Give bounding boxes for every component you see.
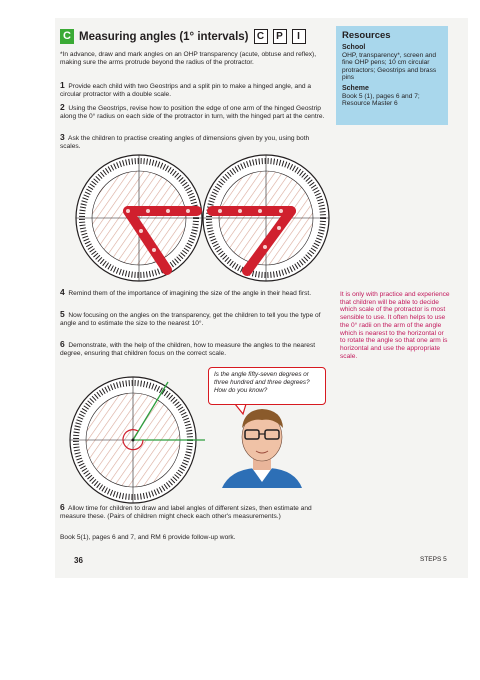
- step-5: 5 Now focusing on the angles on the transparency, get the children to tell you the type of angle and to estimate the size to the nearest 10°.: [60, 309, 321, 327]
- series-label: STEPS 5: [420, 556, 447, 563]
- step-6: 6 Demonstrate, with the help of the children, how to measure the angles to the nearest degree, ensuring that children focus on the correct scale.: [60, 339, 316, 357]
- school-heading: School: [342, 44, 366, 51]
- resources-box: [336, 26, 448, 125]
- speech-bubble: Is the angle fifty-seven degrees or three hundred and three degrees? How do you know?: [208, 367, 326, 405]
- step-6-second: 6 Allow time for children to draw and label angles of different sizes, then estimate and measure these. (Pairs of children might check each other's measurements.): [60, 502, 312, 520]
- resources-title: Resources: [342, 30, 391, 41]
- followup-text: Book 5(1), pages 6 and 7, and RM 6 provide follow-up work.: [60, 534, 236, 541]
- protractor-demo: [70, 377, 205, 503]
- scheme-heading: Scheme: [342, 84, 369, 92]
- page-number: 36: [74, 556, 83, 565]
- step-1: 1 Provide each child with two Geostrips and a split pin to make a hinged angle, and a circular protractor with a double scale.: [60, 80, 312, 98]
- protractor-left: [76, 155, 202, 281]
- box-letter-i: I: [292, 29, 306, 44]
- protractor-right: [203, 155, 329, 281]
- box-letter-p: P: [273, 29, 287, 44]
- side-note: It is only with practice and experience that children will be able to decide which scale of the protractor is most sensible to use. It often helps to use the 0° radii on the arm of the angle which is nearest to the horizontal or to rotate the angle so that one arm is horizontal and use the appropriate scale.: [340, 291, 450, 360]
- step-4: 4 Remind them of the importance of imagining the size of the angle in their head first.: [60, 287, 312, 297]
- box-letter-c: C: [254, 29, 268, 44]
- step-2: 2 Using the Geostrips, revise how to position the edge of one arm of the hinged Geostrip along the 0° radius on each side of the protractor in turn, with the hinged part at the centre.: [60, 102, 325, 120]
- scheme-text: Book 5 (1), pages 6 and 7; Resource Master 6: [342, 92, 420, 108]
- teacher-figure: [222, 409, 302, 488]
- step-3: 3 Ask the children to practise creating angles of dimensions given by you, using both scales.: [60, 132, 310, 150]
- school-text: OHP, transparency*, screen and fine OHP pens; 10 cm circular protractors; Geostrips and brass pins: [342, 51, 437, 82]
- page-title: Measuring angles (1° intervals): [79, 30, 249, 43]
- level-badge: C: [60, 29, 74, 44]
- intro-text: *In advance, draw and mark angles on an OHP transparency (acute, obtuse and reflex), making sure the arms protrude beyond the radius of the protractor.: [60, 51, 317, 66]
